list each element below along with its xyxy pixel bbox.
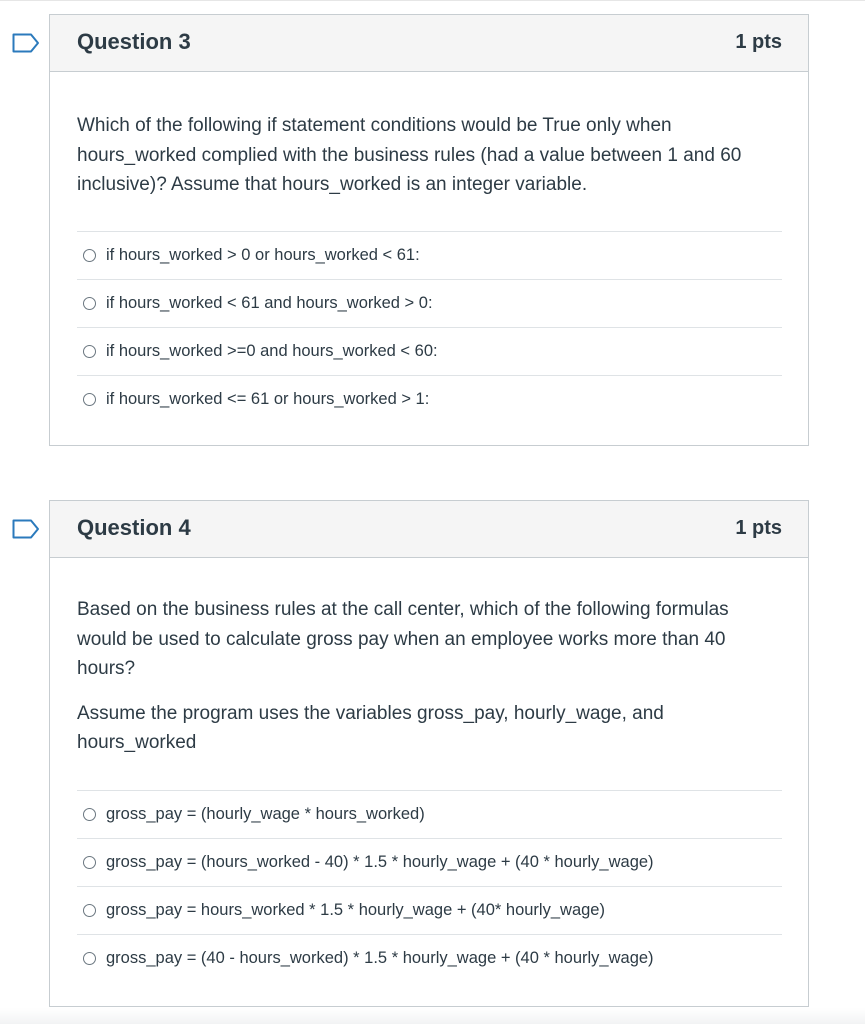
flag-question-icon[interactable] [12, 33, 40, 53]
bottom-shadow [0, 1008, 865, 1024]
answer-label: if hours_worked <= 61 or hours_worked > 1: [106, 390, 430, 408]
question-body [50, 72, 808, 424]
top-divider [0, 0, 865, 1]
radio-empty-icon[interactable] [83, 904, 96, 917]
question-header [50, 501, 808, 558]
answer-label: if hours_worked < 61 and hours_worked > 0: [106, 293, 433, 312]
answer-option[interactable] [77, 839, 782, 887]
question-title: Question 3 [77, 29, 191, 54]
radio-empty-icon[interactable] [83, 393, 96, 406]
answer-list [77, 790, 782, 983]
answer-label: gross_pay = (hours_worked - 40) * 1.5 * hourly_wage + (40 * hourly_wage) [106, 852, 654, 871]
radio-empty-icon[interactable] [83, 952, 96, 965]
radio-empty-icon[interactable] [83, 808, 96, 821]
answer-option[interactable] [77, 232, 782, 280]
question-points: 1 pts [735, 517, 782, 539]
answer-label: if hours_worked >=0 and hours_worked < 60: [106, 341, 438, 360]
question-text: Based on the business rules at the call center, which of the following formulas would be used to calculate gross pay when an employee works more than 40 hours? [77, 599, 729, 679]
radio-empty-icon[interactable] [83, 297, 96, 310]
radio-empty-icon[interactable] [83, 249, 96, 262]
question-body [50, 558, 808, 983]
answer-list [77, 231, 782, 424]
question-title: Question 4 [77, 515, 191, 540]
question-3-card [49, 14, 809, 446]
radio-empty-icon[interactable] [83, 856, 96, 869]
answer-label: gross_pay = (40 - hours_worked) * 1.5 * hourly_wage + (40 * hourly_wage) [106, 949, 654, 967]
answer-option[interactable] [77, 376, 782, 424]
answer-option[interactable] [77, 328, 782, 376]
answer-option[interactable] [77, 280, 782, 328]
question-header [50, 15, 808, 72]
radio-empty-icon[interactable] [83, 345, 96, 358]
question-points: 1 pts [735, 31, 782, 53]
answer-option[interactable] [77, 887, 782, 935]
question-text-note: Assume the program uses the variables gross_pay, hourly_wage, and hours_worked [77, 702, 664, 753]
question-text: Which of the following if statement conditions would be True only when hours_worked complied with the business rules (had a value between 1 and 60 inclusive)? Assume that hours_worked is an integer variable. [77, 115, 742, 195]
answer-label: gross_pay = hours_worked * 1.5 * hourly_wage + (40* hourly_wage) [106, 900, 605, 919]
question-4-card [49, 500, 809, 1007]
flag-question-icon[interactable] [12, 519, 40, 539]
answer-option[interactable] [77, 791, 782, 839]
answer-label: gross_pay = (hourly_wage * hours_worked) [106, 804, 425, 823]
answer-label: if hours_worked > 0 or hours_worked < 61: [106, 245, 420, 264]
answer-option[interactable] [77, 935, 782, 983]
